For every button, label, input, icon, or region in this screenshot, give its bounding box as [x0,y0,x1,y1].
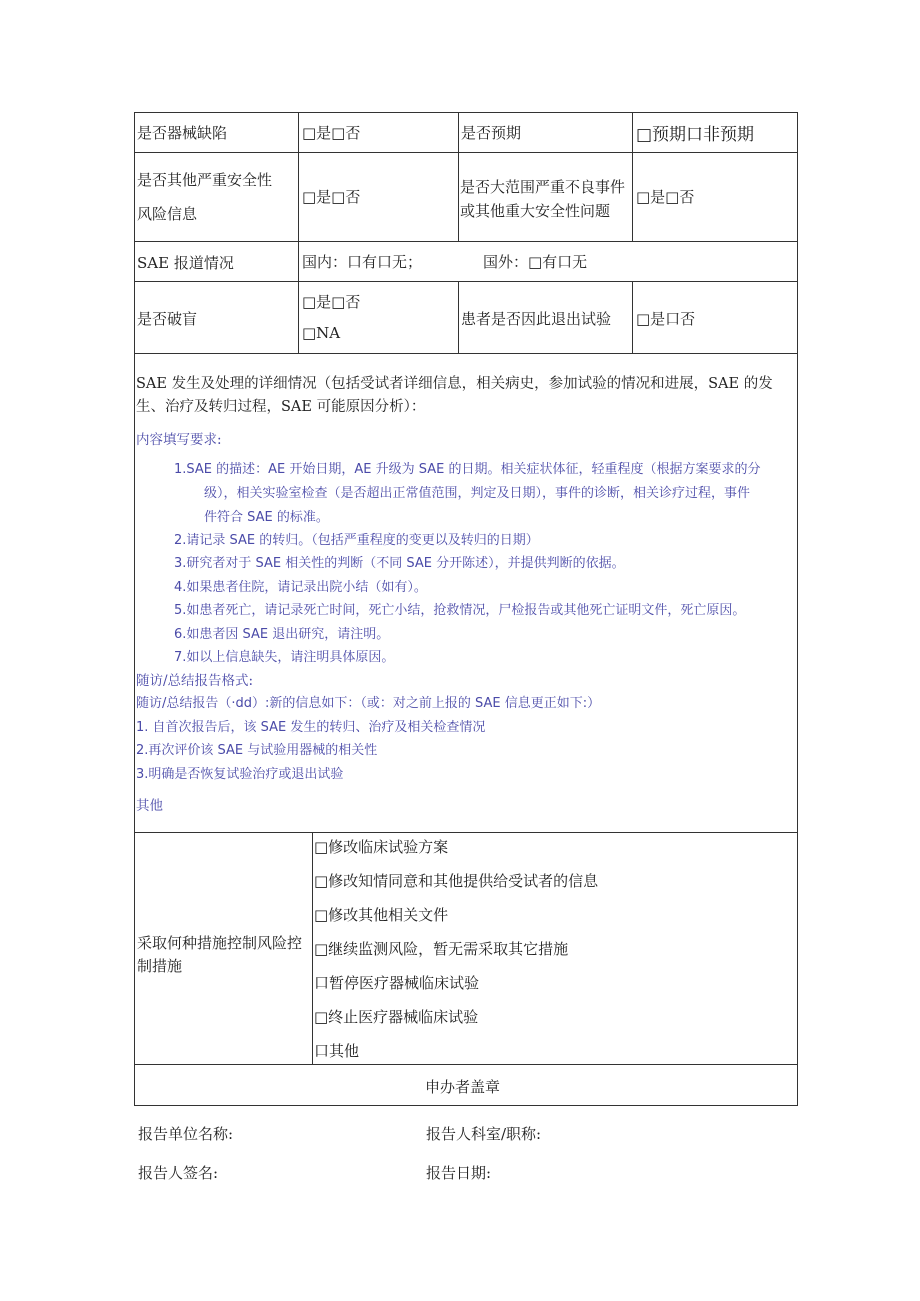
large-scale-event-label: 或其他重大安全性问题 [460,202,611,220]
requirement-item: 1.SAE 的描述：AE 开始日期，AE 升级为 SAE 的日期。相关症状体征，轻重程度（根据方案要求的分 [174,462,761,477]
col-divider [298,112,299,353]
withdrawal-label: 患者是否因此退出试验 [461,310,612,328]
unblinding-label: 是否破盲 [137,310,198,328]
row-divider [134,241,798,242]
requirement-item: 3.研究者对于 SAE 相关性的判断（不同 SAE 分开陈述），并提供判断的依据。 [174,556,625,571]
other-risk-checkbox[interactable]: □是□否 [302,188,361,206]
followup-item: 3.明确是否恢复试验治疗或退出试验 [136,767,344,782]
domestic-report-checkbox[interactable]: 国内：口有口无； [302,253,423,271]
measure-option-checkbox[interactable]: 口暂停医疗器械临床试验 [314,974,480,992]
measure-option-checkbox[interactable]: □修改知情同意和其他提供给受试者的信息 [314,872,599,890]
col-divider [458,281,459,353]
reporting-unit-label: 报告单位名称: [138,1125,234,1143]
measure-option-checkbox[interactable]: □终止医疗器械临床试验 [314,1008,479,1026]
requirement-item: 7.如以上信息缺失，请注明具体原因。 [174,650,395,665]
measure-option-checkbox[interactable]: □修改临床试验方案 [314,838,449,856]
device-defect-checkbox[interactable]: □是□否 [302,124,361,142]
requirement-item: 5.如患者死亡，请记录死亡时间，死亡小结，抢救情况，尸检报告或其他死亡证明文件，死亡原因。 [174,603,746,618]
reporter-dept-label: 报告人科室/职称: [426,1125,542,1143]
foreign-report-checkbox[interactable]: 国外：□有口无 [483,253,588,271]
detail-heading: SAE 发生及处理的详细情况（包括受试者详细信息，相关病史，参加试验的情况和进展，SAE 的发 [136,376,773,392]
withdrawal-checkbox[interactable]: □是口否 [636,310,696,328]
row-divider [134,281,798,282]
requirement-item: 6.如患者因 SAE 退出研究，请注明。 [174,627,390,642]
row-divider [134,1064,798,1065]
measure-option-checkbox[interactable]: □修改其他相关文件 [314,906,449,924]
sae-report-status-label: SAE 报道情况 [137,254,234,272]
sponsor-seal-label: 申办者盖章 [425,1078,501,1096]
detail-heading: 生、治疗及转归过程，SAE 可能原因分析）： [136,399,426,415]
measure-option-checkbox[interactable]: □继续监测风险，暂无需采取其它措施 [314,940,569,958]
measure-option-checkbox[interactable]: 口其他 [314,1042,360,1060]
requirement-item: 4.如果患者住院，请记录出院小结（如有）。 [174,580,427,595]
followup-item: 2.再次评价该 SAE 与试验用器械的相关性 [136,743,378,758]
col-divider [458,112,459,241]
unblinding-checkbox[interactable]: □是□否 [302,293,361,311]
other-risk-label: 是否其他严重安全性 [137,171,273,189]
requirement-item: 2.请记录 SAE 的转归。（包括严重程度的变更以及转归的日期） [174,533,539,548]
report-date-label: 报告日期: [426,1164,492,1182]
followup-line: 随访/总结报告（·dd）:新的信息如下：（或：对之前上报的 SAE 信息更正如下:） [136,696,601,711]
expected-label: 是否预期 [461,124,522,142]
unblinding-na-checkbox[interactable]: □NA [302,324,341,342]
device-defect-label: 是否器械缺陷 [137,124,228,142]
col-divider [312,832,313,1064]
other-label: 其他 [136,798,163,814]
measures-label: 制措施 [137,957,183,975]
col-divider [632,112,633,241]
followup-title: 随访/总结报告格式: [136,673,254,689]
row-divider [134,152,798,153]
measures-label: 采取何种措施控制风险控 [137,934,303,952]
col-divider [632,281,633,353]
large-scale-event-label: 是否大范围严重不良事件 [460,178,626,196]
expected-checkbox[interactable]: □预期口非预期 [636,125,755,145]
requirement-item: 件符合 SAE 的标准。 [204,510,329,525]
other-risk-label: 风险信息 [137,205,198,223]
requirement-item: 级），相关实验室检查（是否超出正常值范围，判定及日期），事件的诊断，相关诊疗过程，事件 [204,486,751,501]
row-divider [134,832,798,833]
followup-item: 1. 自首次报告后，该 SAE 发生的转归、治疗及相关检查情况 [136,720,486,735]
requirements-title: 内容填写要求: [136,432,222,448]
reporter-signature-label: 报告人签名: [138,1164,219,1182]
large-scale-event-checkbox[interactable]: □是□否 [636,188,695,206]
row-divider [134,353,798,354]
